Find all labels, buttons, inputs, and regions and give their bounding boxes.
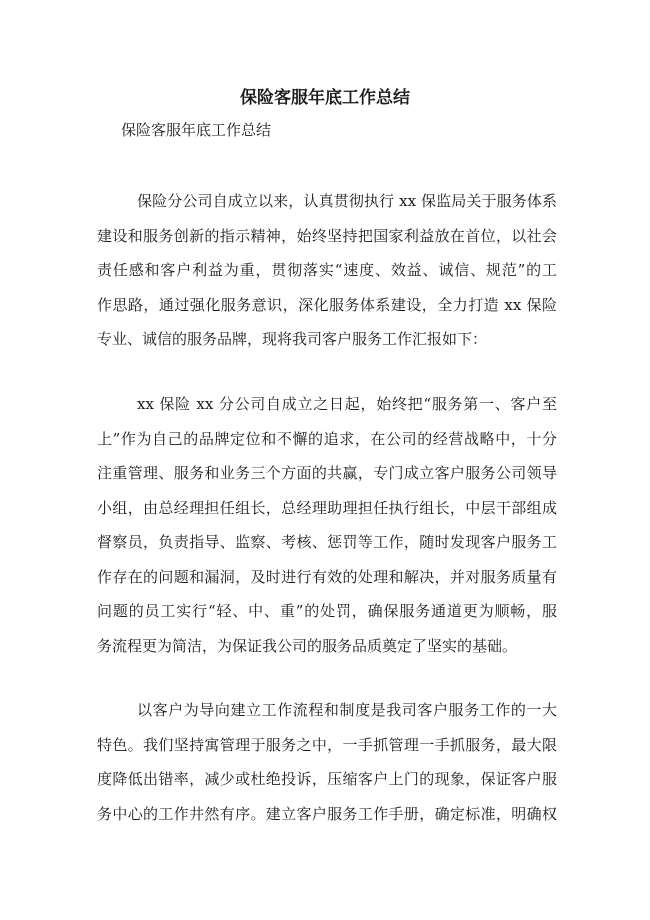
paragraph-line: 建设和服务创新的指示精神，始终坚持把国家利益放在首位，以社会 [97, 226, 557, 245]
paragraph-line: 注重管理、服务和业务三个方面的共赢，专门成立客户服务公司领导 [97, 464, 557, 482]
paragraph-process [97, 693, 557, 831]
paragraph-line: 小组，由总经理担任组长，总经理助理担任执行组长，中层干部组成 [97, 498, 557, 517]
paragraph-organization [97, 387, 557, 663]
paragraph-line: 度降低出错率，减少或杜绝投诉，压缩客户上门的现象，保证客户服 [97, 770, 557, 788]
paragraph-line: 问题的员工实行“轻、中、重”的处罚，确保服务通道更为顺畅，服 [97, 602, 557, 620]
paragraph-line: 督察员，负责指导、监察、考核、惩罚等工作，随时发现客户服务工 [97, 533, 557, 551]
paragraph-intro [97, 184, 557, 357]
paragraph-line: 以客户为导向建立工作流程和制度是我司客户服务工作的一大 [137, 701, 557, 719]
paragraph-line: 专业、诚信的服务品牌，现将我司客户服务工作汇报如下： [97, 330, 488, 348]
paragraph-line: xx 保险 xx 分公司自成立之日起，始终把“服务第一、客户至 [137, 395, 557, 413]
paragraph-line: 务流程更为简洁，为保证我公司的服务品质奠定了坚实的基础。 [97, 636, 518, 655]
paragraph-line: 特色。我们坚持寓管理于服务之中，一手抓管理一手抓服务，最大限 [97, 735, 557, 754]
document-subtitle: 保险客服年底工作总结 [121, 121, 272, 139]
paragraph-line: 作存在的问题和漏洞，及时进行有效的处理和解决，并对服务质量有 [97, 567, 557, 586]
paragraph-line: 作思路，通过强化服务意识，深化服务体系建设，全力打造 xx 保险 [97, 295, 557, 314]
paragraph-line: 上”作为自己的品牌定位和不懈的追求，在公司的经营战略中，十分 [97, 429, 557, 448]
paragraph-line: 务中心的工作井然有序。建立客户服务工作手册，确定标准，明确权 [97, 804, 557, 823]
paragraph-line: 责任感和客户利益为重，贯彻落实“速度、效益、诚信、规范”的工 [97, 261, 557, 279]
paragraph-line: 保险分公司自成立以来，认真贯彻执行 xx 保监局关于服务体系 [137, 192, 557, 210]
document-title: 保险客服年底工作总结 [240, 88, 410, 108]
